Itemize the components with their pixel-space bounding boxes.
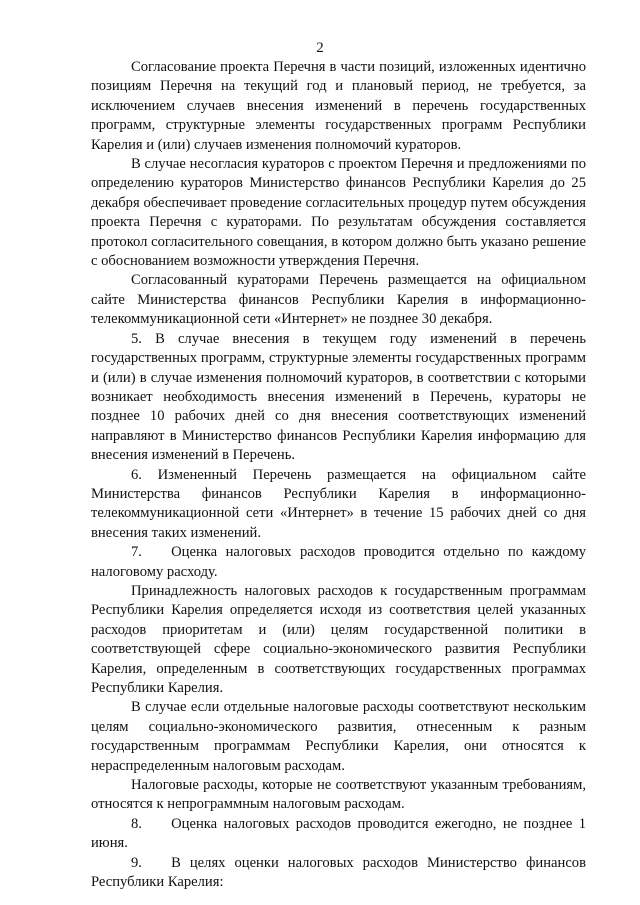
paragraph-item-8: 8. Оценка налоговых расходов проводится ежегодно, не позднее 1 июня. xyxy=(91,815,586,852)
paragraph-program-attribution: Принадлежность налоговых расходов к государственным программам Республики Карелия определяется исходя из соответствия целей указанных расходов приоритетам и (или) целям государственной политики в соответствующей сфере социально-экономического развития Республики Карелия, определенным в соответствующих государственных программах Республики Карелия. xyxy=(91,582,586,696)
paragraph-disagreement-procedure: В случае несогласия кураторов с проектом Перечня и предложениями по определению кураторов Министерство финансов Республики Карелия до 25 декабря обеспечивает проведение согласительных процедур путем обсуждения проекта Перечня с кураторами. По результатам обсуждения составляется протокол согласительного совещания, в котором должно быть указано решение с обоснованием возможности утверждения Перечня. xyxy=(91,156,586,270)
paragraph-item-5: 5. В случае внесения в текущем году изменений в перечень государственных программ, структурные элементы государственных программ и (или) в случае изменения полномочий кураторов, в соответствии с которыми возникает необходимость внесения изменений в Перечень, кураторы не позднее 10 рабочих дней со дня внесения соответствующих изменений направляют в Министерство финансов Республики Карелия информацию для внесения изменений в Перечень. xyxy=(91,330,586,464)
paragraph-approval-not-required: Согласование проекта Перечня в части позиций, изложенных идентично позициям Перечня на текущий год и плановый период, не требуется, за исключением случаев внесения изменений в перечень государственных программ, структурные элементы государственных программ Республики Карелия и (или) случаев изменения полномочий кураторов. xyxy=(91,59,586,153)
paragraph-item-9: 9. В целях оценки налоговых расходов Министерство финансов Республики Карелия: xyxy=(91,854,586,891)
paragraph-unallocated-expenses: В случае если отдельные налоговые расходы соответствуют нескольким целям социально-экономического развития, отнесенным к разным государственным программам Республики Карелия, они относятся к нераспределенным налоговым расходам. xyxy=(91,699,586,774)
paragraph-non-program-expenses: Налоговые расходы, которые не соответствуют указанным требованиям, относятся к непрограммным налоговым расходам. xyxy=(91,777,586,813)
paragraph-item-6: 6. Измененный Перечень размещается на официальном сайте Министерства финансов Республики Карелия в информационно-телекоммуникационной сети «Интернет» в течение 15 рабочих дней со дня внесения таких изменений. xyxy=(91,466,586,541)
paragraph-item-7: 7. Оценка налоговых расходов проводится отдельно по каждому налоговому расходу. xyxy=(91,544,586,580)
paragraph-publication: Согласованный кураторами Перечень размещается на официальном сайте Министерства финансов Республики Карелия в информационно-телекоммуникационной сети «Интернет» не позднее 30 декабря. xyxy=(91,272,586,328)
document-body xyxy=(91,58,586,892)
page-number: 2 xyxy=(316,40,324,56)
